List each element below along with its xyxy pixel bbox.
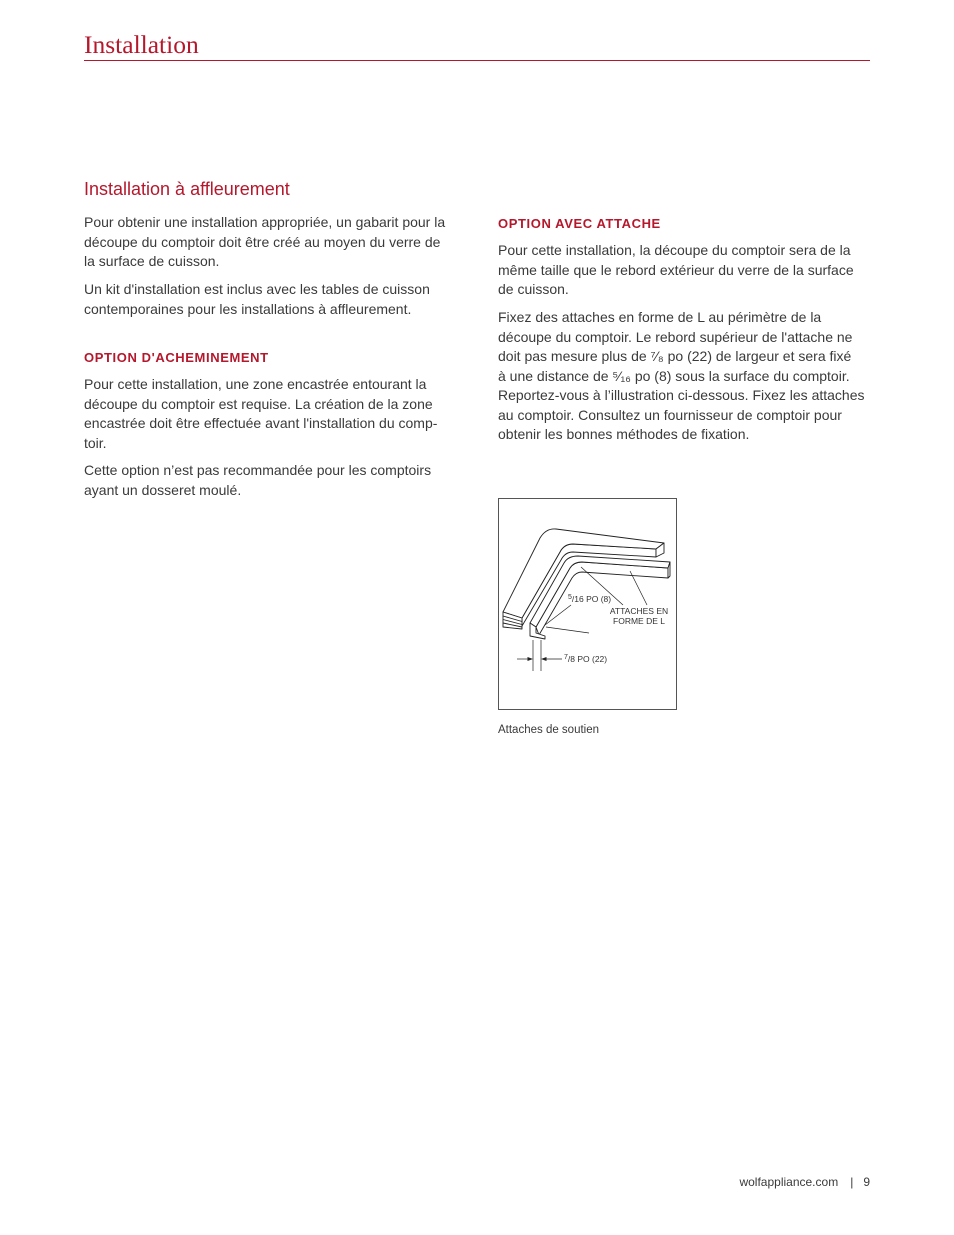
paragraph-line: de cuisson. [498,281,569,297]
paragraph-line: découpe du comptoir. Le rebord supérieur de l'attache ne [498,328,853,345]
paragraph-line: la surface de cuisson. [84,253,220,269]
paragraph-line: Cette option n’est pas recommandée pour les comptoirs [84,462,432,478]
paragraph-line: encastrée doit être effectuée avant l'installation du comp- [84,415,438,431]
paragraph-install-kit [84,280,464,319]
drop-extension-line [546,627,589,633]
support-bracket-figure [498,498,677,710]
arrowhead-icon [541,657,547,661]
paragraph-routing-warning [84,461,464,500]
paragraph-line: découpe du comptoir est requise. La création de la zone [84,395,433,412]
width-dimension-rest: /8 PO (22) [567,654,608,664]
figure-caption: Attaches de soutien [498,724,600,736]
paragraph-line: toir. [84,434,107,451]
arrowhead-icon [528,657,534,661]
paragraph-line: obtenir les bonnes méthodes de fixation. [498,426,750,442]
paragraph-line: ayant un dosseret moulé. [84,481,242,498]
bracket-label-line-1: ATTACHES EN [609,606,669,616]
bracket-label-line-2: FORME DE L [613,616,665,626]
paragraph-line: Reportez-vous à l’illustration ci-dessous. Fixez les attaches [498,387,865,403]
width-dimension-label [564,654,607,664]
paragraph-line: Pour cette installation, la découpe du comptoir sera de la [498,242,851,258]
section-title-flush-install: Installation à affleurement [84,179,290,199]
page-footer [739,1174,870,1190]
paragraph-template-cutout [84,213,464,272]
drop-dimension-numerator: 5 [568,594,572,601]
paragraph-line: contemporaines pour les installations à affleurement. [84,300,412,317]
subheading-routing-option: OPTION D'ACHEMINEMENT [84,350,269,365]
page-title: Installation [84,30,199,59]
subheading-bracket-option: OPTION AVEC ATTACHE [498,216,661,231]
paragraph-line: Pour cette installation, une zone encastrée entourant la [84,376,427,392]
paragraph-line: Fixez des attaches en forme de L au périmètre de la [498,309,822,325]
paragraph-line: découpe du comptoir doit être créé au moyen du verre de [84,233,441,250]
footer-website: wolfappliance.com [739,1175,839,1189]
paragraph-bracket-fastening [498,308,878,445]
paragraph-line: doit pas mesure plus de ⁷⁄₈ po (22) de largeur et sera fixé [498,348,852,364]
paragraph-line: à une distance de ⁵⁄₁₆ po (8) sous la surface du comptoir. [498,367,850,384]
title-divider [84,60,870,61]
paragraph-bracket-cutout [498,241,878,300]
drop-dimension-rest: /16 PO (8) [571,594,612,604]
drop-dimension-label [568,594,611,604]
width-dimension-numerator: 7 [564,654,568,661]
paragraph-routing-recess [84,375,464,453]
support-bracket-illustration [499,499,676,709]
paragraph-line: Pour obtenir une installation appropriée, un gabarit pour la [84,214,446,230]
page-number: 9 [863,1175,870,1189]
paragraph-line: même taille que le rebord extérieur du verre de la surface [498,261,854,278]
paragraph-line: au comptoir. Consultez un fournisseur de comptoir pour [498,406,842,423]
footer-separator: | [850,1175,854,1189]
paragraph-line: Un kit d'installation est inclus avec les tables de cuisson [84,281,430,297]
